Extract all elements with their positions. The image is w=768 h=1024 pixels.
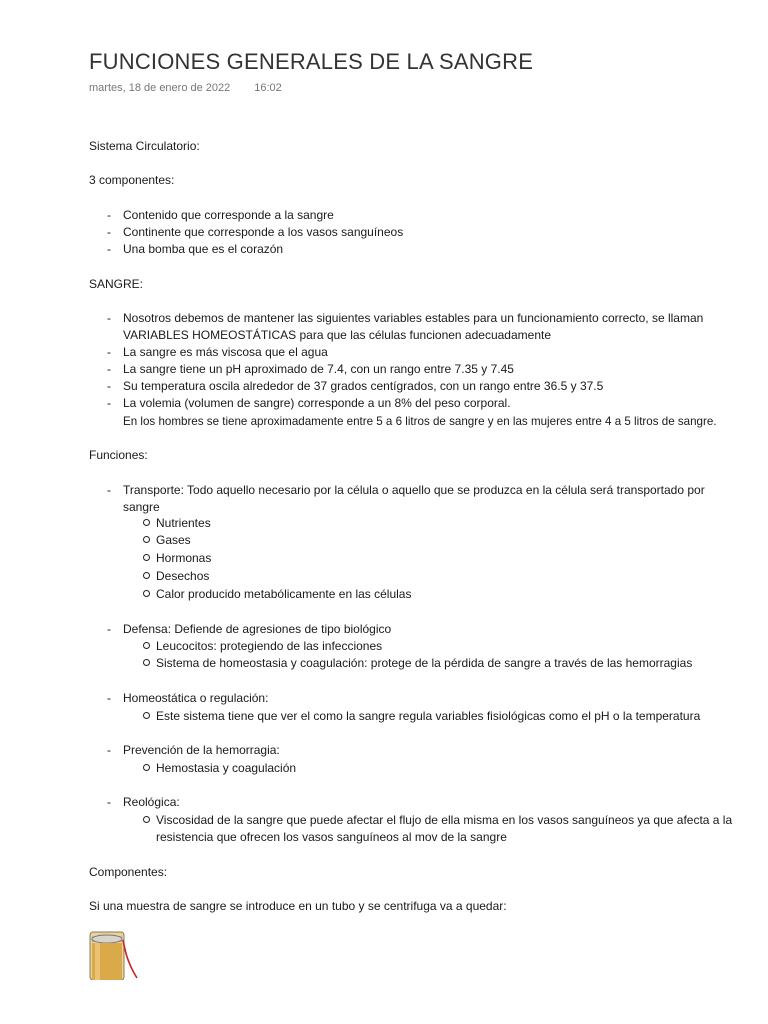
- sub-list-item: Viscosidad de la sangre que puede afectar el flujo de ella misma en los vasos sanguíneos ya que afecta a la: [156, 813, 733, 827]
- sub-list-item: Este sistema tiene que ver el como la sangre regula variables fisiológicas como el pH o la temperatura: [156, 709, 701, 723]
- list-item: Transporte: Todo aquello necesario por la célula o aquello que se produzca en la célula será transportado por: [123, 483, 705, 497]
- dash-marker: -: [107, 242, 111, 256]
- blood-tube-image: [89, 930, 141, 980]
- dash-marker: -: [107, 691, 111, 705]
- sub-list-item: Hormonas: [156, 551, 212, 565]
- dash-marker: -: [107, 483, 111, 497]
- date-label: martes, 18 de enero de 2022: [89, 82, 231, 94]
- list-item: La sangre es más viscosa que el agua: [123, 345, 328, 359]
- list-item-continued: VARIABLES HOMEOSTÁTICAS para que las células funcionen adecuadamente: [123, 328, 551, 342]
- centrifuga-text: Si una muestra de sangre se introduce en un tubo y se centrifuga va a quedar:: [89, 899, 507, 913]
- list-item: Su temperatura oscila alrededor de 37 grados centígrados, con un rango entre 36.5 y 37.5: [123, 379, 604, 393]
- sub-list-item: Leucocitos: protegiendo de las infecciones: [156, 639, 383, 653]
- list-item: La volemia (volumen de sangre) corresponde a un 8% del peso corporal.: [123, 396, 511, 410]
- time-label: 16:02: [254, 82, 282, 94]
- sangre-heading: SANGRE:: [89, 277, 144, 291]
- dash-marker: -: [107, 345, 111, 359]
- funciones-heading: Funciones:: [89, 448, 148, 462]
- dash-marker: -: [107, 362, 111, 376]
- circle-bullet-icon: [143, 816, 150, 823]
- list-item-continued: sangre: [123, 500, 160, 514]
- list-item: Continente que corresponde a los vasos sanguíneos: [123, 225, 404, 239]
- dash-marker: -: [107, 225, 111, 239]
- circle-bullet-icon: [143, 642, 150, 649]
- list-item: La sangre tiene un pH aproximado de 7.4, con un rango entre 7.35 y 7.45: [123, 362, 514, 376]
- dash-marker: -: [107, 795, 111, 809]
- circle-bullet-icon: [143, 554, 150, 561]
- list-item: Reológica:: [123, 795, 180, 809]
- list-item: Contenido que corresponde a la sangre: [123, 208, 334, 222]
- list-item-continued: En los hombres se tiene aproximadamente entre 5 a 6 litros de sangre y en las mujeres entre 4 a 5 litros de sangre.: [123, 415, 717, 428]
- list-item: Nosotros debemos de mantener las siguientes variables estables para un funcionamiento correcto, se llaman: [123, 311, 704, 325]
- list-item: Homeostática o regulación:: [123, 691, 269, 705]
- list-item: Prevención de la hemorragia:: [123, 743, 280, 757]
- list-item: Defensa: Defiende de agresiones de tipo biológico: [123, 622, 392, 636]
- sub-list-item: Nutrientes: [156, 516, 211, 530]
- sub-list-item-continued: resistencia que ofrecen los vasos sanguíneos al mov de la sangre: [156, 830, 507, 844]
- circle-bullet-icon: [143, 590, 150, 597]
- dash-marker: -: [107, 743, 111, 757]
- dash-marker: -: [107, 622, 111, 636]
- circle-bullet-icon: [143, 712, 150, 719]
- circle-bullet-icon: [143, 659, 150, 666]
- componentes-count: 3 componentes:: [89, 173, 175, 187]
- circle-bullet-icon: [143, 764, 150, 771]
- sub-list-item: Hemostasia y coagulación: [156, 761, 297, 775]
- sub-list-item: Calor producido metabólicamente en las células: [156, 587, 412, 601]
- dash-marker: -: [107, 396, 111, 410]
- circle-bullet-icon: [143, 519, 150, 526]
- sistema-heading: Sistema Circulatorio:: [89, 139, 200, 153]
- dash-marker: -: [107, 379, 111, 393]
- dash-marker: -: [107, 208, 111, 222]
- circle-bullet-icon: [143, 572, 150, 579]
- sub-list-item: Desechos: [156, 569, 210, 583]
- page-meta: [89, 82, 282, 94]
- page-title: FUNCIONES GENERALES DE LA SANGRE: [89, 49, 534, 74]
- circle-bullet-icon: [143, 536, 150, 543]
- componentes-heading: Componentes:: [89, 865, 168, 879]
- sub-list-item: Gases: [156, 533, 191, 547]
- dash-marker: -: [107, 311, 111, 325]
- sub-list-item: Sistema de homeostasia y coagulación: protege de la pérdida de sangre a través de las hemorragias: [156, 656, 693, 670]
- list-item: Una bomba que es el corazón: [123, 242, 284, 256]
